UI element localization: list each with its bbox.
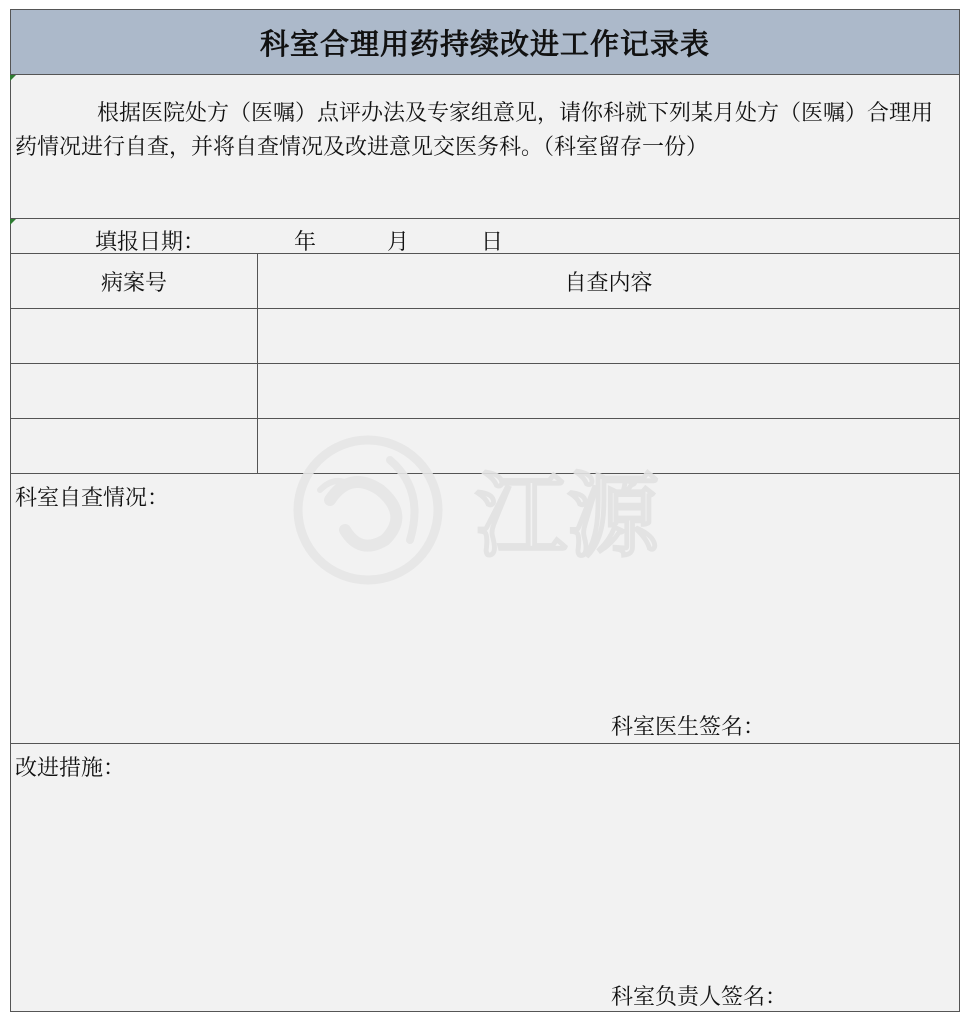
record-no-cell[interactable] bbox=[11, 364, 258, 418]
head-signature-label: 科室负责人签名： bbox=[611, 985, 788, 1010]
date-row bbox=[11, 219, 959, 254]
improvement-label: 改进措施： bbox=[15, 756, 126, 781]
record-form bbox=[10, 9, 960, 1012]
improvement-section[interactable] bbox=[11, 744, 959, 1011]
content-cell[interactable] bbox=[258, 419, 959, 473]
header-record-no: 病案号 bbox=[11, 254, 258, 308]
header-content: 自查内容 bbox=[564, 270, 653, 296]
date-year: 年 bbox=[294, 230, 317, 255]
self-check-label: 科室自查情况： bbox=[15, 486, 170, 511]
form-title: 科室合理用药持续改进工作记录表 bbox=[259, 26, 710, 61]
record-no-cell[interactable] bbox=[11, 309, 258, 363]
table-row bbox=[11, 419, 959, 474]
content-cell[interactable] bbox=[258, 364, 959, 418]
date-day: 日 bbox=[481, 230, 504, 255]
cell-corner-marker-icon bbox=[10, 219, 16, 225]
intro-text: 根据医院处方（医嘱）点评办法及专家组意见，请你科就下列某月处方（医嘱）合理用药情况进行自查，并将自查情况及改进意见交医务科。（科室留存一份） bbox=[15, 101, 934, 160]
intro-row bbox=[11, 75, 959, 219]
title-row bbox=[11, 10, 959, 75]
table-row bbox=[11, 364, 959, 419]
table-row bbox=[11, 309, 959, 364]
date-label: 填报日期： bbox=[95, 230, 206, 255]
date-month: 月 bbox=[387, 230, 410, 255]
record-no-cell[interactable] bbox=[11, 419, 258, 473]
doctor-signature-label: 科室医生签名： bbox=[611, 715, 766, 740]
table-header bbox=[11, 254, 959, 309]
cell-corner-marker-icon bbox=[10, 75, 16, 81]
self-check-section[interactable] bbox=[11, 474, 959, 744]
watermark-text: 江源 bbox=[475, 463, 660, 570]
content-cell[interactable] bbox=[258, 309, 959, 363]
